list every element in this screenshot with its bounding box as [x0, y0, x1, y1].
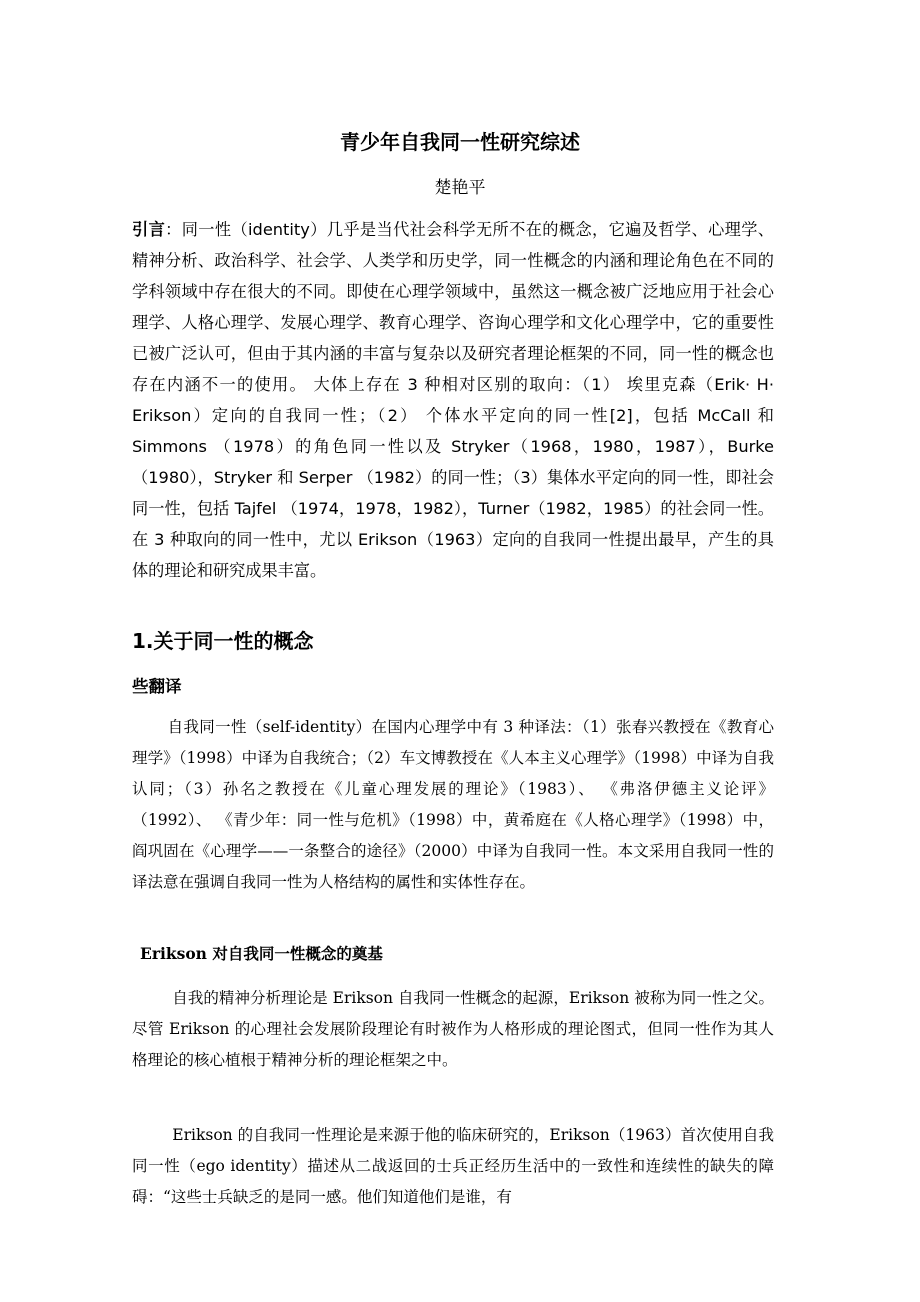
subsection-heading-translation: 些翻译	[132, 677, 182, 696]
intro-text: ：同一性（identity）几乎是当代社会科学无所不在的概念，它遍及哲学、心理学、精神分析、政治科学、社会学、人类学和历史学，同一性概念的内涵和理论角色在不同的学科领域中存在很大的不同。即使在心理学领域中，虽然这一概念被广泛地应用于社会心理学、人格心理学、发展心理学、教育心理学、咨询心理学和文化心理学中，它的重要性已被广泛认可，但由于其内涵的丰富与复杂以及研究者理论框架的不同，同一性的概念也存在内涵不一的使用。 大体上存在 3 种相对区别的取向：（1） 埃里克森（Erik· H· Erikson）定向的自我同一性；（2） 个体水平定向的同一性[2]，包括 McCall 和 Simmons （1978）的角色同一性以及 Stryker（1968，1980，1987），Burke（1980），Stryker 和 Serper （1982）的同一性；（3）集体水平定向的同一性，即社会同一性，包括 Tajfel （1974，1978，1982），Turner（1982，1985）的社会同一性。在 3 种取向的同一性中，尤以 Erikson（1963）定向的自我同一性提出最早，产生的具体的理论和研究成果丰富。	[132, 220, 774, 580]
intro-label: 引言	[132, 220, 166, 239]
section-heading-concept: 1.关于同一性的概念	[132, 629, 314, 653]
paragraph-translation: 自我同一性（self-identity）在国内心理学中有 3 种译法：（1）张春兴教授在《教育心理学》（1998）中译为自我统合；（2）车文博教授在《人本主义心理学》（1998）中译为自我认同；（3）孙名之教授在《儿童心理发展的理论》（1983）、 《弗洛伊德主义论评》（1992）、 《青少年：同一性与危机》（1998）中，黄希庭在《人格心理学》（1998）中，阎巩固在《心理学——一条整合的途径》（2000）中译为自我同一性。本文采用自我同一性的译法意在强调自我同一性为人格结构的属性和实体性存在。	[132, 718, 774, 891]
subsection-heading-erikson: Erikson 对自我同一性概念的奠基	[140, 944, 383, 963]
intro-paragraph	[132, 214, 774, 586]
document-author: 楚艳平	[434, 178, 486, 198]
paragraph-erikson-clinical: Erikson 的自我同一性理论是来源于他的临床研究的，Erikson（1963）首次使用自我同一性（ego identity）描述从二战返回的士兵正经历生活中的一致性和连续性的缺失的障碍：“这些士兵缺乏的是同一感。他们知道他们是谁，有	[132, 1126, 774, 1206]
document-title: 青少年自我同一性研究综述	[340, 130, 580, 154]
paragraph-erikson-origin: 自我的精神分析理论是 Erikson 自我同一性概念的起源，Erikson 被称为同一性之父。尽管 Erikson 的心理社会发展阶段理论有时被作为人格形成的理论图式，但同一性作为其人格理论的核心植根于精神分析的理论框架之中。	[132, 989, 774, 1069]
